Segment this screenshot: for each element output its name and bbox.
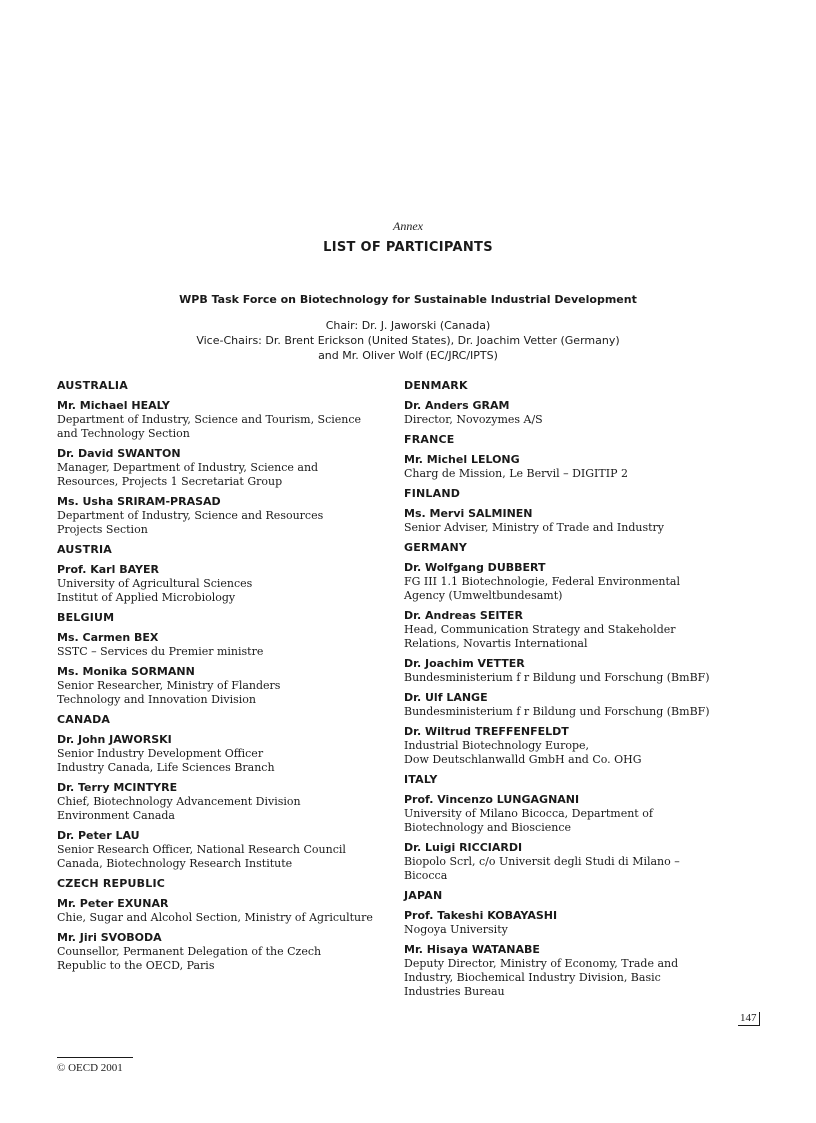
participant-name: Prof. Vincenzo LUNGAGNANI <box>404 793 580 806</box>
participant-entry <box>404 841 724 883</box>
participant-affiliation: SSTC – Services du Premier ministre <box>57 645 264 658</box>
participant-affiliation: Senior Industry Development Officer Industry Canada, Life Sciences Branch <box>57 747 275 774</box>
country-heading: FRANCE <box>404 433 455 446</box>
participant-affiliation: Industrial Biotechnology Europe, Dow Deutschlanwalld GmbH and Co. OHG <box>404 739 642 766</box>
participant-affiliation: Nogoya University <box>404 923 508 936</box>
country-section <box>57 543 377 605</box>
participant-entry <box>57 563 377 605</box>
country-section <box>404 889 724 999</box>
participant-entry <box>57 897 377 925</box>
page-title: LIST OF PARTICIPANTS <box>323 240 493 255</box>
vice-chairs-line: Vice-Chairs: Dr. Brent Erickson (United States), Dr. Joachim Vetter (Germany) <box>196 334 620 347</box>
participant-entry <box>57 399 377 441</box>
participant-affiliation: University of Agricultural Sciences Institut of Applied Microbiology <box>57 577 253 604</box>
participant-affiliation: Department of Industry, Science and Resources Projects Section <box>57 509 324 536</box>
participant-entry <box>404 657 724 685</box>
country-section <box>57 713 377 871</box>
participant-affiliation: Chief, Biotechnology Advancement Division Environment Canada <box>57 795 301 822</box>
participant-name: Dr. Wolfgang DUBBERT <box>404 561 546 574</box>
participant-entry <box>404 399 724 427</box>
participant-name: Prof. Karl BAYER <box>57 563 160 576</box>
participant-name: Dr. Anders GRAM <box>404 399 510 412</box>
participant-name: Prof. Takeshi KOBAYASHI <box>404 909 558 922</box>
country-heading: ITALY <box>404 773 438 786</box>
participant-entry <box>404 609 724 651</box>
participant-name: Ms. Usha SRIRAM-PRASAD <box>57 495 221 508</box>
participant-name: Dr. Wiltrud TREFFENFELDT <box>404 725 569 738</box>
task-force-heading: WPB Task Force on Biotechnology for Sustainable Industrial Development <box>179 293 637 306</box>
participant-entry <box>404 561 724 603</box>
participant-affiliation: University of Milano Bicocca, Department of Biotechnology and Bioscience <box>404 807 653 834</box>
country-heading: JAPAN <box>404 889 443 902</box>
participant-name: Ms. Monika SORMANN <box>57 665 195 678</box>
participant-entry <box>57 447 377 489</box>
country-section <box>404 487 724 535</box>
participant-name: Ms. Mervi SALMINEN <box>404 507 533 520</box>
participant-affiliation: Deputy Director, Ministry of Economy, Trade and Industry, Biochemical Industry Division, Basic Industries Bureau <box>404 957 679 998</box>
participant-affiliation: Chie, Sugar and Alcohol Section, Ministry of Agriculture <box>57 911 373 924</box>
annex-label: Annex <box>393 219 423 233</box>
participant-affiliation: Bundesministerium f r Bildung und Forschung (BmBF) <box>404 705 710 718</box>
participant-entry <box>57 631 377 659</box>
country-heading: CANADA <box>57 713 111 726</box>
participant-name: Dr. David SWANTON <box>57 447 181 460</box>
participant-entry <box>57 665 377 707</box>
participant-affiliation: Counsellor, Permanent Delegation of the Czech Republic to the OECD, Paris <box>57 945 322 972</box>
participant-affiliation: Senior Research Officer, National Research Council Canada, Biotechnology Research Institute <box>57 843 346 870</box>
participant-name: Mr. Peter EXUNAR <box>57 897 169 910</box>
country-heading: AUSTRIA <box>57 543 113 556</box>
participants-right-column <box>404 379 724 1005</box>
country-heading: AUSTRALIA <box>57 379 128 392</box>
participant-affiliation: Director, Novozymes A/S <box>404 413 543 426</box>
participant-entry <box>404 793 724 835</box>
country-section <box>404 773 724 883</box>
country-heading: GERMANY <box>404 541 468 554</box>
country-heading: CZECH REPUBLIC <box>57 877 166 890</box>
country-section <box>404 433 724 481</box>
participant-affiliation: Biopolo Scrl, c/o Universit degli Studi di Milano – Bicocca <box>404 855 680 882</box>
participant-affiliation: Charg de Mission, Le Bervil – DIGITIP 2 <box>404 467 628 480</box>
participant-affiliation: Senior Researcher, Ministry of Flanders Technology and Innovation Division <box>57 679 281 706</box>
participant-name: Dr. Terry MCINTYRE <box>57 781 178 794</box>
participant-affiliation: Head, Communication Strategy and Stakeholder Relations, Novartis International <box>404 623 676 650</box>
participant-name: Dr. John JAWORSKI <box>57 733 172 746</box>
country-section <box>404 541 724 767</box>
participant-name: Mr. Michael HEALY <box>57 399 170 412</box>
participant-affiliation: Bundesministerium f r Bildung und Forschung (BmBF) <box>404 671 710 684</box>
participant-name: Mr. Hisaya WATANABE <box>404 943 540 956</box>
country-section <box>57 379 377 537</box>
participant-entry <box>404 691 724 719</box>
participant-name: Ms. Carmen BEX <box>57 631 159 644</box>
participant-name: Dr. Joachim VETTER <box>404 657 525 670</box>
country-section <box>404 379 724 427</box>
chair-block <box>0 318 816 363</box>
participant-name: Mr. Jiri SVOBODA <box>57 931 162 944</box>
country-section <box>57 611 377 707</box>
participant-name: Dr. Andreas SEITER <box>404 609 523 622</box>
participant-entry <box>57 781 377 823</box>
country-heading: BELGIUM <box>57 611 115 624</box>
participant-entry <box>57 931 377 973</box>
participant-name: Dr. Ulf LANGE <box>404 691 488 704</box>
participant-affiliation: FG III 1.1 Biotechnologie, Federal Environmental Agency (Umweltbundesamt) <box>404 575 681 602</box>
chair-line: Chair: Dr. J. Jaworski (Canada) <box>325 319 491 332</box>
country-heading: DENMARK <box>404 379 468 392</box>
vice-chairs-line-cont: and Mr. Oliver Wolf (EC/JRC/IPTS) <box>318 349 498 362</box>
participant-affiliation: Senior Adviser, Ministry of Trade and Industry <box>404 521 665 534</box>
footer-rule <box>57 1057 133 1058</box>
participant-affiliation: Manager, Department of Industry, Science and Resources, Projects 1 Secretariat Group <box>57 461 319 488</box>
participant-entry <box>404 507 724 535</box>
page-number: 147 <box>738 1012 760 1026</box>
participant-entry <box>404 943 724 999</box>
participant-entry <box>57 733 377 775</box>
country-section <box>57 877 377 973</box>
participant-entry <box>404 909 724 937</box>
participant-entry <box>57 829 377 871</box>
participant-entry <box>404 725 724 767</box>
country-heading: FINLAND <box>404 487 461 500</box>
participant-entry <box>57 495 377 537</box>
participant-name: Dr. Luigi RICCIARDI <box>404 841 523 854</box>
copyright-notice: © OECD 2001 <box>57 1062 123 1074</box>
participant-name: Dr. Peter LAU <box>57 829 140 842</box>
participant-name: Mr. Michel LELONG <box>404 453 520 466</box>
participant-entry <box>404 453 724 481</box>
participant-affiliation: Department of Industry, Science and Tourism, Science and Technology Section <box>57 413 362 440</box>
participants-left-column <box>57 379 377 979</box>
